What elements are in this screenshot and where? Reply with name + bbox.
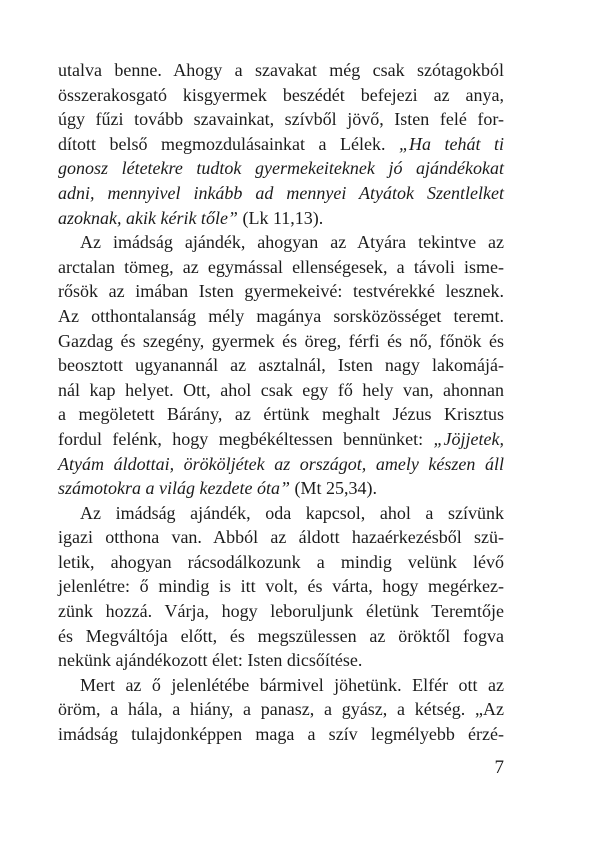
text-line xyxy=(58,329,504,354)
text-segment: fordul felénk, hogy megbékéltessen bennünket: xyxy=(58,428,434,449)
text-line xyxy=(58,427,504,452)
text-line xyxy=(58,402,504,427)
text-segment: arctalan tömeg, az egymással ellenségesek, a távoli isme- xyxy=(58,256,504,277)
quoted-text-segment: azoknak, akik kérik tőle” xyxy=(58,207,238,228)
text-line xyxy=(58,230,504,255)
text-line xyxy=(58,181,504,206)
text-segment: zünk hozzá. Várja, hogy leboruljunk életünk Teremtője xyxy=(58,601,504,622)
quoted-text-segment: „Jöjjetek, xyxy=(433,428,504,449)
text-segment: Az imádság ajándék, ahogyan az Atyára tekintve az xyxy=(80,232,504,253)
text-segment: Az imádság ajándék, oda kapcsol, ahol a szívünk xyxy=(80,502,504,523)
paragraph xyxy=(58,230,504,501)
text-segment: igazi otthona van. Abból az áldott hazaérkezésből szü- xyxy=(58,527,504,548)
text-line xyxy=(58,279,504,304)
text-line xyxy=(58,574,504,599)
text-line xyxy=(58,206,504,231)
text-line xyxy=(58,673,504,698)
text-line xyxy=(58,525,504,550)
text-block xyxy=(58,58,504,747)
text-line xyxy=(58,304,504,329)
text-segment: (Mt 25,34). xyxy=(289,478,377,499)
paragraph xyxy=(58,673,504,747)
text-segment: öröm, a hála, a hiány, a panasz, a gyász, a kétség. „Az xyxy=(58,699,504,720)
text-line xyxy=(58,255,504,280)
text-segment: jelenlétre: ő mindig is itt volt, és várta, hogy megérkez- xyxy=(58,576,504,597)
quoted-text-segment: Atyám áldottai, örököljétek az országot, amely készen áll xyxy=(58,453,504,474)
text-segment: rősök az imában Isten gyermekeivé: testvérekké lesznek. xyxy=(58,281,504,302)
text-segment: dított belső megmozdulásainkat a Lélek. xyxy=(58,133,399,154)
text-line xyxy=(58,156,504,181)
text-line xyxy=(58,452,504,477)
text-line xyxy=(58,132,504,157)
text-segment: úgy fűzi tovább szavainkat, szívből jövő, Isten felé for- xyxy=(58,109,504,130)
paragraph xyxy=(58,501,504,673)
quoted-text-segment: adni, mennyivel inkább ad mennyei Atyátok Szentlelket xyxy=(58,182,504,203)
text-line xyxy=(58,353,504,378)
text-segment: Gazdag és szegény, gyermek és öreg, férfi és nő, főnök és xyxy=(58,330,504,351)
text-segment: Az otthontalanság mély magánya sorsközösséget teremt. xyxy=(58,305,504,326)
text-line xyxy=(58,501,504,526)
text-segment: utalva benne. Ahogy a szavakat még csak szótagokból xyxy=(58,60,504,80)
text-line xyxy=(58,648,504,673)
paragraph xyxy=(58,58,504,230)
text-line xyxy=(58,599,504,624)
quoted-text-segment: „Ha tehát ti xyxy=(398,133,504,154)
text-line xyxy=(58,58,504,83)
text-line xyxy=(58,550,504,575)
text-segment: Mert az ő jelenlétébe bármivel jöhetünk. Elfér ott az xyxy=(80,674,504,695)
text-segment: nál kap helyet. Ott, ahol csak egy fő hely van, ahonnan xyxy=(58,379,504,400)
text-segment: (Lk 11,13). xyxy=(237,207,324,228)
text-line xyxy=(58,107,504,132)
text-line xyxy=(58,624,504,649)
text-segment: beosztott ugyanannál az asztalnál, Isten nagy lakomájá- xyxy=(58,355,504,376)
text-segment: letik, ahogyan rácsodálkozunk a mindig velünk lévő xyxy=(58,551,504,572)
quoted-text-segment: számotokra a világ kezdete óta” xyxy=(58,478,290,499)
text-segment: összerakosgató kisgyermek beszédét befejezi az anya, xyxy=(58,84,504,105)
text-line xyxy=(58,83,504,108)
text-line xyxy=(58,378,504,403)
page-number: 7 xyxy=(494,757,504,778)
text-segment: nekünk ajándékozott élet: Isten dicsőítése. xyxy=(58,650,363,671)
text-segment: imádság tulajdonképpen maga a szív legmélyebb érzé- xyxy=(58,724,504,745)
text-segment: és Megváltója előtt, és megszülessen az öröktől fogva xyxy=(58,625,504,646)
text-line xyxy=(58,476,504,501)
text-line xyxy=(58,722,504,747)
quoted-text-segment: gonosz létetekre tudtok gyermekeiteknek jó ajándékokat xyxy=(58,158,504,179)
text-segment: a megöletett Bárány, az értünk meghalt Jézus Krisztus xyxy=(58,404,504,425)
text-line xyxy=(58,697,504,722)
